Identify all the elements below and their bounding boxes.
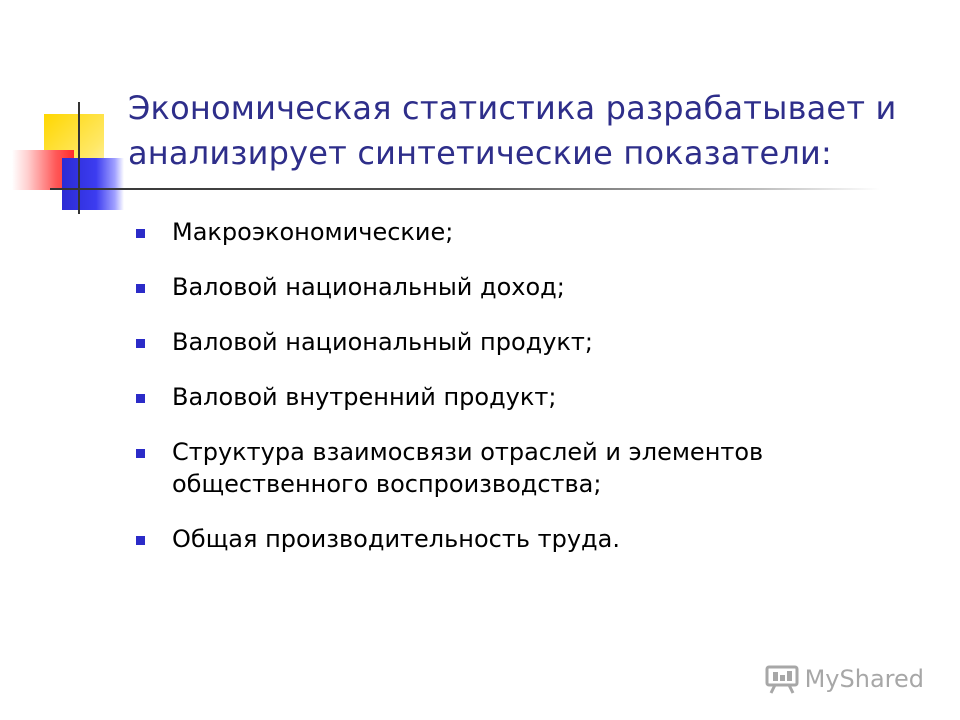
list-item	[134, 381, 894, 413]
bullet-marker-icon	[136, 284, 145, 293]
list-item	[134, 326, 894, 358]
bullet-marker-icon	[136, 394, 145, 403]
list-item-text: Макроэкономические;	[172, 218, 454, 246]
list-item	[134, 271, 894, 303]
watermark	[765, 664, 924, 694]
list-item-text: Общая производительность труда.	[172, 525, 620, 553]
list-item	[134, 436, 894, 500]
bullet-marker-icon	[136, 536, 145, 545]
list-item-text: Валовой национальный доход;	[172, 273, 565, 301]
presentation-board-icon	[765, 664, 799, 694]
bullet-marker-icon	[136, 339, 145, 348]
bullet-marker-icon	[136, 449, 145, 458]
list-item-text: Валовой внутренний продукт;	[172, 383, 557, 411]
list-item-text: Валовой национальный продукт;	[172, 328, 593, 356]
list-item	[134, 523, 894, 555]
title-underline	[50, 188, 880, 190]
bullet-marker-icon	[136, 229, 145, 238]
list-item	[134, 216, 894, 248]
list-item-text: Структура взаимосвязи отраслей и элементов общественного воспроизводства;	[172, 438, 764, 498]
watermark-text: MyShared	[804, 665, 924, 693]
bullet-list	[134, 216, 894, 578]
slide-title: Экономическая статистика разрабатывает и анализирует синтетические показатели:	[128, 89, 897, 172]
